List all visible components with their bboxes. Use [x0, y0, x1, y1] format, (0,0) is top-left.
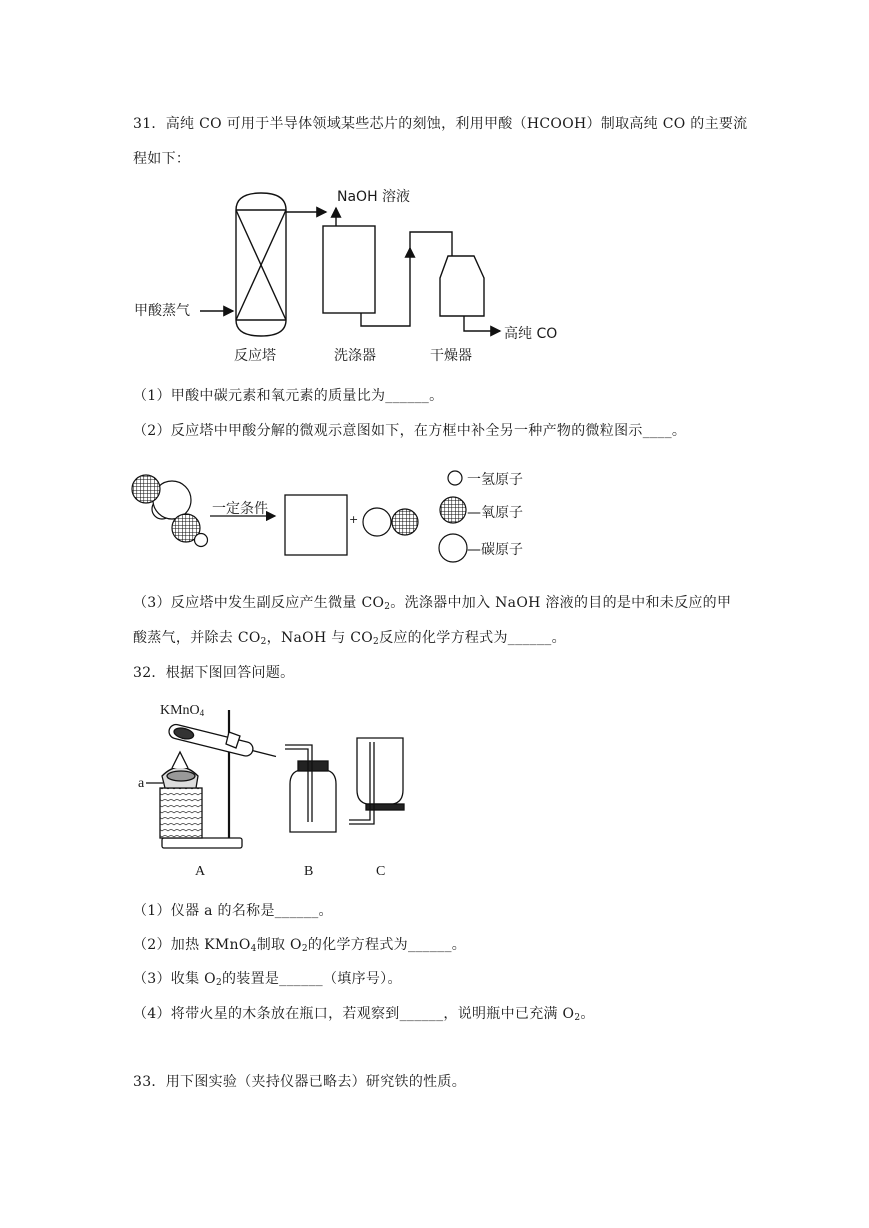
apparatus-c	[349, 738, 404, 824]
q31-sub1: （1）甲酸中碳元素和氧元素的质量比为______。	[133, 388, 444, 404]
legend-carbon-label: —碳原子	[467, 542, 523, 558]
q33-title: 33．用下图实验（夹持仪器已略去）研究铁的性质。	[133, 1074, 467, 1090]
naoh-label: NaOH 溶液	[337, 189, 411, 205]
q31-sub3-line1: （3）反应塔中发生副反应产生微量 $CO_2$。洗涤器中加入 NaOH 溶液的目的是中和未反应的甲	[133, 595, 732, 612]
q31-sub3-line2: 酸蒸气，并除去 $CO_2$，NaOH 与 $CO_2$反应的化学方程式为______。	[133, 630, 566, 647]
q32-sub3: （3）收集 $O_2$的装置是______（填序号）。	[133, 971, 402, 988]
apparatus-b	[285, 745, 336, 832]
apparatus-c-label: C	[376, 864, 386, 879]
q32-sub2: （2）加热 KMnO$_4$制取 $O_2$的化学方程式为______。	[133, 937, 467, 954]
q31-sub2: （2）反应塔中甲酸分解的微观示意图如下，在方框中补全另一种产物的微粒图示____。	[133, 423, 687, 439]
input-label: 甲酸蒸气	[134, 303, 190, 319]
dryer-label: 干燥器	[430, 348, 472, 364]
condition-label: 一定条件	[212, 501, 268, 517]
q31-text-line1: 31．高纯 CO 可用于半导体领域某些芯片的刻蚀，利用甲酸（HCOOH）制取高纯 CO 的主要流	[133, 116, 748, 132]
q32-title: 32．根据下图回答问题。	[133, 665, 295, 681]
legend-oxygen-label: —氧原子	[467, 505, 523, 521]
reactor-label: 反应塔	[234, 348, 276, 364]
output-label: 高纯 CO	[504, 326, 558, 342]
q32-sub4: （4）将带火星的木条放在瓶口，若观察到______，说明瓶中已充满 $O_2$。	[133, 1006, 595, 1023]
apparatus-b-label: B	[304, 864, 314, 879]
q32-sub1: （1）仪器 a 的名称是______。	[133, 903, 333, 919]
apparatus-a	[146, 710, 278, 848]
plus-sign: +	[349, 513, 359, 526]
apparatus-a-label: A	[195, 864, 206, 879]
instrument-a-label: a	[138, 776, 145, 791]
legend-hydrogen-label: 一氢原子	[467, 472, 523, 488]
q31-text-line2: 程如下：	[133, 151, 191, 167]
washer-label: 洗涤器	[334, 348, 376, 364]
kmno4-label: KMnO$_4$	[160, 703, 205, 718]
